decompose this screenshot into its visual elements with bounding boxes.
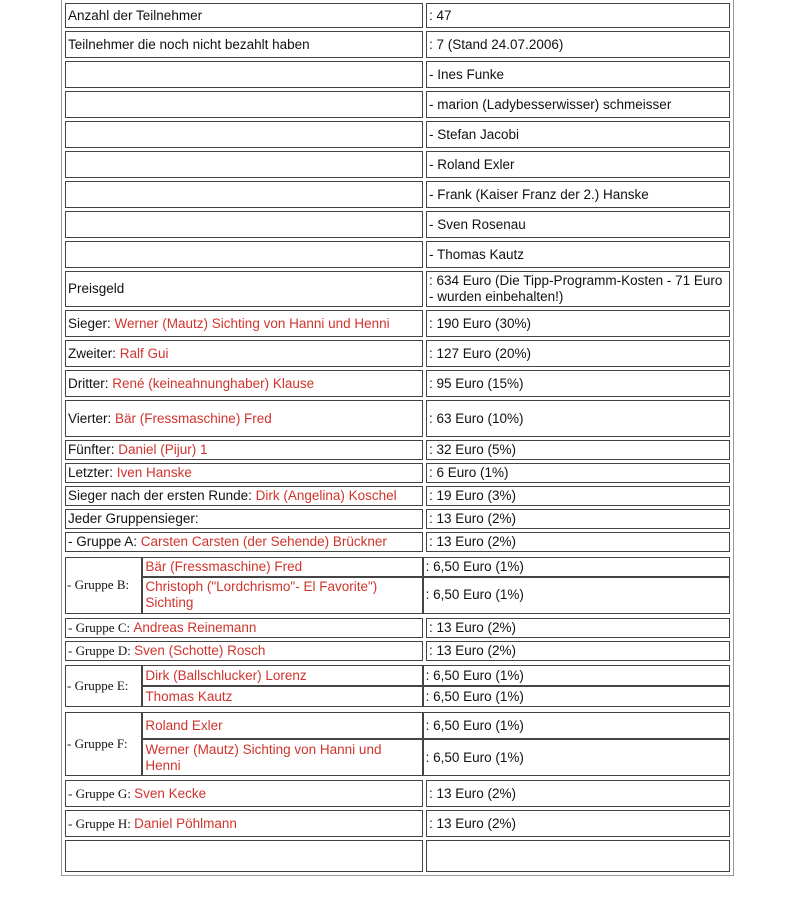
unpaid-name: - Sven Rosenau <box>426 211 730 238</box>
group-c-cell <box>65 618 423 638</box>
group-g-cell <box>65 780 423 807</box>
group-amount: : 6,50 Euro (1%) <box>423 739 730 776</box>
prize-label: Preisgeld <box>65 271 423 307</box>
table-row <box>65 31 730 58</box>
empty-cell <box>65 151 423 178</box>
group-amount: : 6,50 Euro (1%) <box>423 665 730 686</box>
group-label: - Gruppe D: <box>68 643 135 658</box>
group-amount: : 6,50 Euro (1%) <box>423 712 730 739</box>
winner-label: Fünfter: <box>68 442 119 457</box>
table-row <box>65 151 730 178</box>
table-row <box>65 340 730 367</box>
table-row <box>65 91 730 118</box>
winner-label: Dritter: <box>68 375 113 391</box>
group-winner-name: Thomas Kautz <box>142 686 422 707</box>
group-amount: : 6,50 Euro (1%) <box>423 686 730 707</box>
group-winner-name: Dirk (Ballschlucker) Lorenz <box>142 665 422 686</box>
winner-cell <box>65 370 423 397</box>
winner-name: Bär (Fressmaschine) Fred <box>115 410 272 426</box>
table-row <box>65 641 730 661</box>
winner-cell <box>65 340 423 367</box>
group-e-table <box>65 665 730 707</box>
table-row <box>65 780 730 807</box>
unpaid-name: - marion (Ladybesserwisser) schmeisser <box>426 91 730 118</box>
table-row <box>65 532 730 552</box>
winner-name: Dirk (Angelina) Koschel <box>255 488 397 503</box>
winner-amount: : 19 Euro (3%) <box>426 486 730 506</box>
group-winner-name: Bär (Fressmaschine) Fred <box>142 557 422 577</box>
winner-name: Iven Hanske <box>116 465 192 480</box>
groups-header-amount: : 13 Euro (2%) <box>426 509 730 529</box>
empty-cell <box>65 91 423 118</box>
empty-cell <box>65 61 423 88</box>
participants-value: : 47 <box>426 3 730 28</box>
winner-name: Werner (Mautz) Sichting von Hanni und Henni <box>114 315 390 331</box>
winner-name: Daniel (Pijur) 1 <box>118 442 208 457</box>
winner-amount: : 95 Euro (15%) <box>426 370 730 397</box>
unpaid-name: - Ines Funke <box>426 61 730 88</box>
unpaid-name: - Thomas Kautz <box>426 241 730 268</box>
group-label: - Gruppe H: <box>68 815 135 831</box>
participants-label: Anzahl der Teilnehmer <box>65 3 423 28</box>
group-amount: : 13 Euro (2%) <box>426 641 730 661</box>
winner-amount: : 32 Euro (5%) <box>426 440 730 460</box>
winner-cell <box>65 486 423 506</box>
empty-cell <box>65 840 423 872</box>
winner-amount: : 127 Euro (20%) <box>426 340 730 367</box>
empty-cell <box>426 840 730 872</box>
winner-label: Letzter: <box>68 465 117 480</box>
group-b-block <box>65 555 730 615</box>
group-winner-name: Andreas Reinemann <box>133 620 257 635</box>
table-row <box>65 618 730 638</box>
groups-header-label: Jeder Gruppensieger: <box>65 509 423 529</box>
winner-label: Zweiter: <box>68 345 120 361</box>
group-label: - Gruppe B: <box>65 557 142 614</box>
table-row <box>65 810 730 837</box>
group-label: - Gruppe C: <box>68 620 134 635</box>
group-label: - Gruppe A: <box>68 534 141 549</box>
winner-amount: : 190 Euro (30%) <box>426 310 730 337</box>
table-row <box>65 664 730 708</box>
winner-label: Sieger nach der ersten Runde: <box>68 488 256 503</box>
empty-cell <box>65 241 423 268</box>
table-row <box>65 509 730 529</box>
group-winner-name: Werner (Mautz) Sichting von Hanni und Henni <box>142 739 422 776</box>
empty-cell <box>65 121 423 148</box>
winner-label: Vierter: <box>68 410 116 426</box>
winner-label: Sieger: <box>68 315 115 331</box>
group-label: - Gruppe E: <box>65 665 142 707</box>
table-row <box>65 211 730 238</box>
winner-cell <box>65 463 423 483</box>
table-row <box>65 555 730 615</box>
table-row <box>65 440 730 460</box>
group-amount: : 13 Euro (2%) <box>426 532 730 552</box>
table-row <box>65 486 730 506</box>
winner-cell <box>65 310 423 337</box>
group-winner-name: Carsten Carsten (der Sehende) Brückner <box>140 534 387 549</box>
table-row <box>65 3 730 28</box>
empty-cell <box>65 211 423 238</box>
group-a-cell <box>65 532 423 552</box>
winner-amount: : 6 Euro (1%) <box>426 463 730 483</box>
table-row <box>65 463 730 483</box>
unpaid-name: - Roland Exler <box>426 151 730 178</box>
unpaid-name: - Stefan Jacobi <box>426 121 730 148</box>
group-amount: : 13 Euro (2%) <box>426 780 730 807</box>
group-f-block <box>65 711 730 777</box>
prize-value: : 634 Euro (Die Tipp-Programm-Kosten - 71 Euro - wurden einbehalten!) <box>426 271 730 307</box>
table-row <box>65 271 730 307</box>
group-winner-name: Roland Exler <box>142 712 422 739</box>
table-row <box>65 61 730 88</box>
table-row <box>65 400 730 437</box>
group-amount: : 13 Euro (2%) <box>426 810 730 837</box>
group-f-table <box>65 712 730 776</box>
table-row <box>65 121 730 148</box>
group-b-table <box>65 557 730 614</box>
unpaid-value: : 7 (Stand 24.07.2006) <box>426 31 730 58</box>
table-row <box>65 370 730 397</box>
winner-name: René (keineahnunghaber) Klause <box>112 375 315 391</box>
group-winner-name: Sven (Schotte) Rosch <box>134 643 266 658</box>
group-amount: : 6,50 Euro (1%) <box>423 557 730 577</box>
group-d-cell <box>65 641 423 661</box>
winner-cell <box>65 440 423 460</box>
group-label: - Gruppe F: <box>65 712 142 776</box>
group-h-cell <box>65 810 423 837</box>
group-e-block <box>65 664 730 708</box>
group-amount: : 6,50 Euro (1%) <box>423 577 730 614</box>
table-row <box>65 310 730 337</box>
group-label: - Gruppe G: <box>68 785 135 801</box>
winner-cell <box>65 400 423 437</box>
group-amount: : 13 Euro (2%) <box>426 618 730 638</box>
group-winner-name: Christoph ("Lordchrismo"- El Favorite") Sichting <box>142 577 422 614</box>
table-row <box>65 840 730 872</box>
group-winner-name: Sven Kecke <box>134 785 207 801</box>
prize-table <box>61 0 734 876</box>
unpaid-name: - Frank (Kaiser Franz der 2.) Hanske <box>426 181 730 208</box>
table-row <box>65 181 730 208</box>
unpaid-label: Teilnehmer die noch nicht bezahlt haben <box>65 31 423 58</box>
table-row <box>65 241 730 268</box>
group-winner-name: Daniel Pöhlmann <box>134 815 237 831</box>
table-row <box>65 711 730 777</box>
winner-name: Ralf Gui <box>119 345 169 361</box>
winner-amount: : 63 Euro (10%) <box>426 400 730 437</box>
empty-cell <box>65 181 423 208</box>
